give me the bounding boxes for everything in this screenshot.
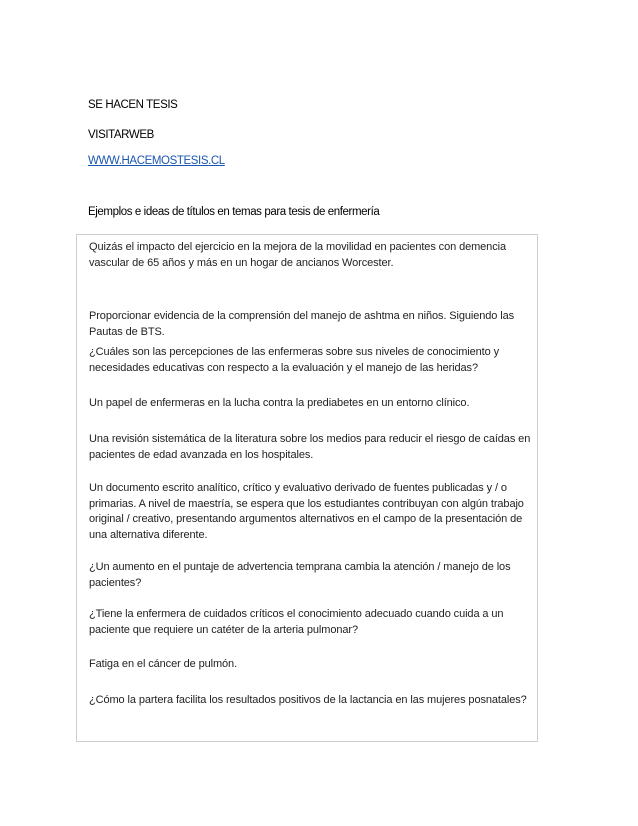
topic-item: ¿Cómo la partera facilita los resultados positivos de la lactancia en las mujeres posnatales?	[89, 694, 527, 706]
topic-item: ¿Tiene la enfermera de cuidados críticos el conocimiento adecuado cuando cuida a un paciente que requiere un catéter de la arteria pulmonar?	[89, 608, 504, 636]
topic-item: Fatiga en el cáncer de pulmón.	[89, 658, 238, 670]
document-subtitle: Ejemplos e ideas de títulos en temas para tesis de enfermería	[88, 206, 380, 218]
header-line-se-hacen-tesis: SE HACEN TESIS	[88, 99, 178, 111]
topic-item: Proporcionar evidencia de la comprensión del manejo de ashtma en niños. Siguiendo las Pautas de BTS.	[89, 310, 515, 338]
website-link[interactable]: WWW.HACEMOSTESIS.CL	[88, 155, 225, 167]
thesis-topics-box	[76, 234, 538, 742]
topic-item: Un papel de enfermeras en la lucha contra la prediabetes en un entorno clínico.	[89, 397, 470, 409]
topic-item: Quizás el impacto del ejercicio en la mejora de la movilidad en pacientes con demencia vascular de 65 años y más en un hogar de ancianos Worcester.	[89, 241, 506, 269]
topic-item: Un documento escrito analítico, crítico y evaluativo derivado de fuentes publicadas y / o primarias. A nivel de maestría, se espera que los estudiantes contribuyan con algún trabajo original / creativo, presentando argumentos alternativos en el campo de la presentación de una alternativa diferente.	[89, 482, 524, 541]
topic-item: ¿Cuáles son las percepciones de las enfermeras sobre sus niveles de conocimiento y necesidades educativas con respecto a la evaluación y el manejo de las heridas?	[89, 346, 500, 374]
header-line-visitar-web: VISITARWEB	[88, 129, 154, 141]
topic-item: Una revisión sistemática de la literatura sobre los medios para reducir el riesgo de caídas en pacientes de edad avanzada en los hospitales.	[89, 433, 531, 461]
topic-item: ¿Un aumento en el puntaje de advertencia temprana cambia la atención / manejo de los pacientes?	[89, 561, 511, 589]
